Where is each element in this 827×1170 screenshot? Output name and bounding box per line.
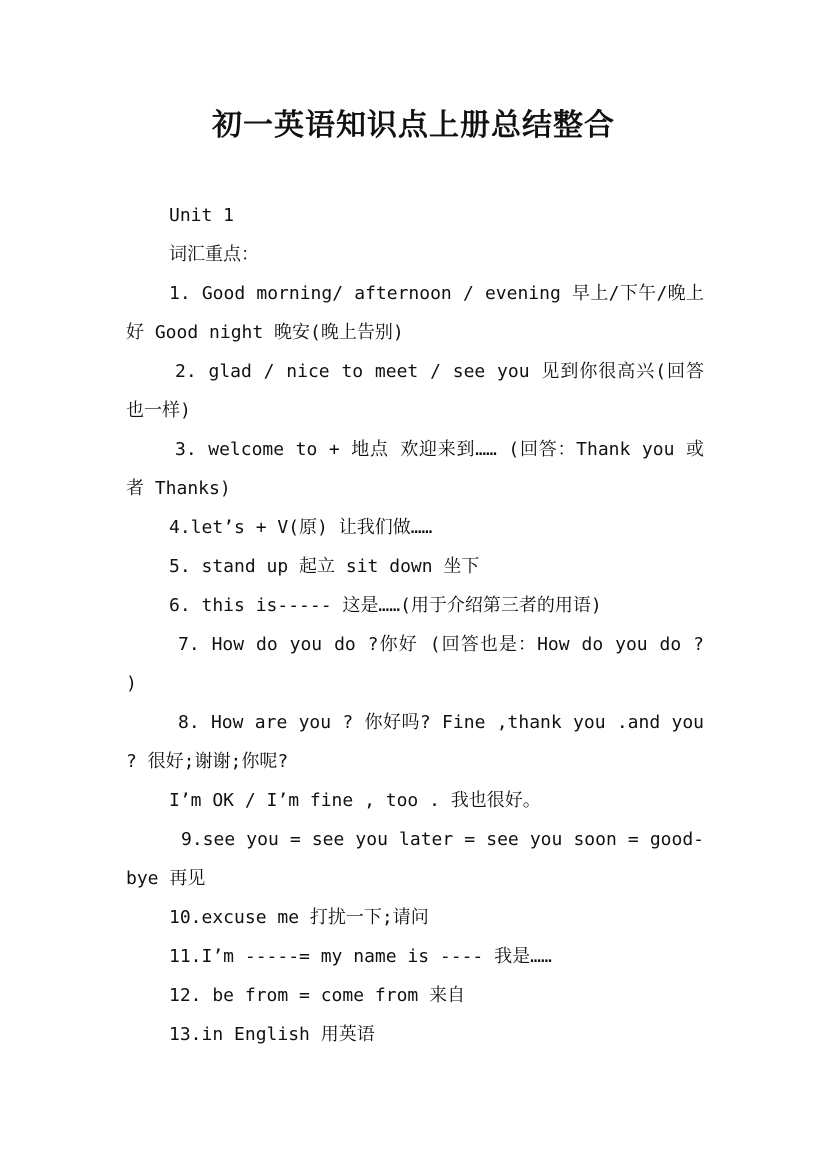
document-body	[126, 196, 704, 1054]
vocab-item-12: 12. be from = come from 来自	[169, 985, 466, 1006]
vocab-item-3: 3. welcome to + 地点 欢迎来到…… (回答：Thank you 或者 Thanks)	[126, 439, 704, 499]
vocab-item-8-answer: I’m OK / I’m fine , too . 我也很好。	[169, 790, 541, 811]
vocab-item-1: 1. Good morning/ afternoon / evening 早上/下午/晚上好 Good night 晚安(晚上告别)	[126, 283, 704, 343]
vocab-item-5: 5. stand up 起立 sit down 坐下	[169, 556, 480, 577]
vocab-item-10: 10.excuse me 打扰一下;请问	[169, 907, 429, 928]
vocab-item-2: 2. glad / nice to meet / see you 见到你很高兴(回答也一样)	[126, 361, 704, 421]
section-heading: 词汇重点：	[169, 244, 259, 265]
vocab-item-7: 7. How do you do ?你好 (回答也是：How do you do ? )	[126, 634, 704, 694]
vocab-item-4: 4.let’s + V(原) 让我们做……	[169, 517, 433, 538]
vocab-item-6: 6. this is----- 这是……(用于介绍第三者的用语)	[169, 595, 602, 616]
vocab-item-13: 13.in English 用英语	[169, 1024, 375, 1045]
vocab-item-9: 9.see you = see you later = see you soon = good-bye 再见	[126, 829, 704, 889]
document-title: 初一英语知识点上册总结整合	[212, 108, 615, 143]
vocab-item-8: 8. How are you ? 你好吗? Fine ,thank you .and you ? 很好;谢谢;你呢?	[126, 712, 704, 772]
vocab-item-11: 11.I’m -----= my name is ---- 我是……	[169, 946, 552, 967]
unit-heading: Unit 1	[169, 205, 235, 226]
